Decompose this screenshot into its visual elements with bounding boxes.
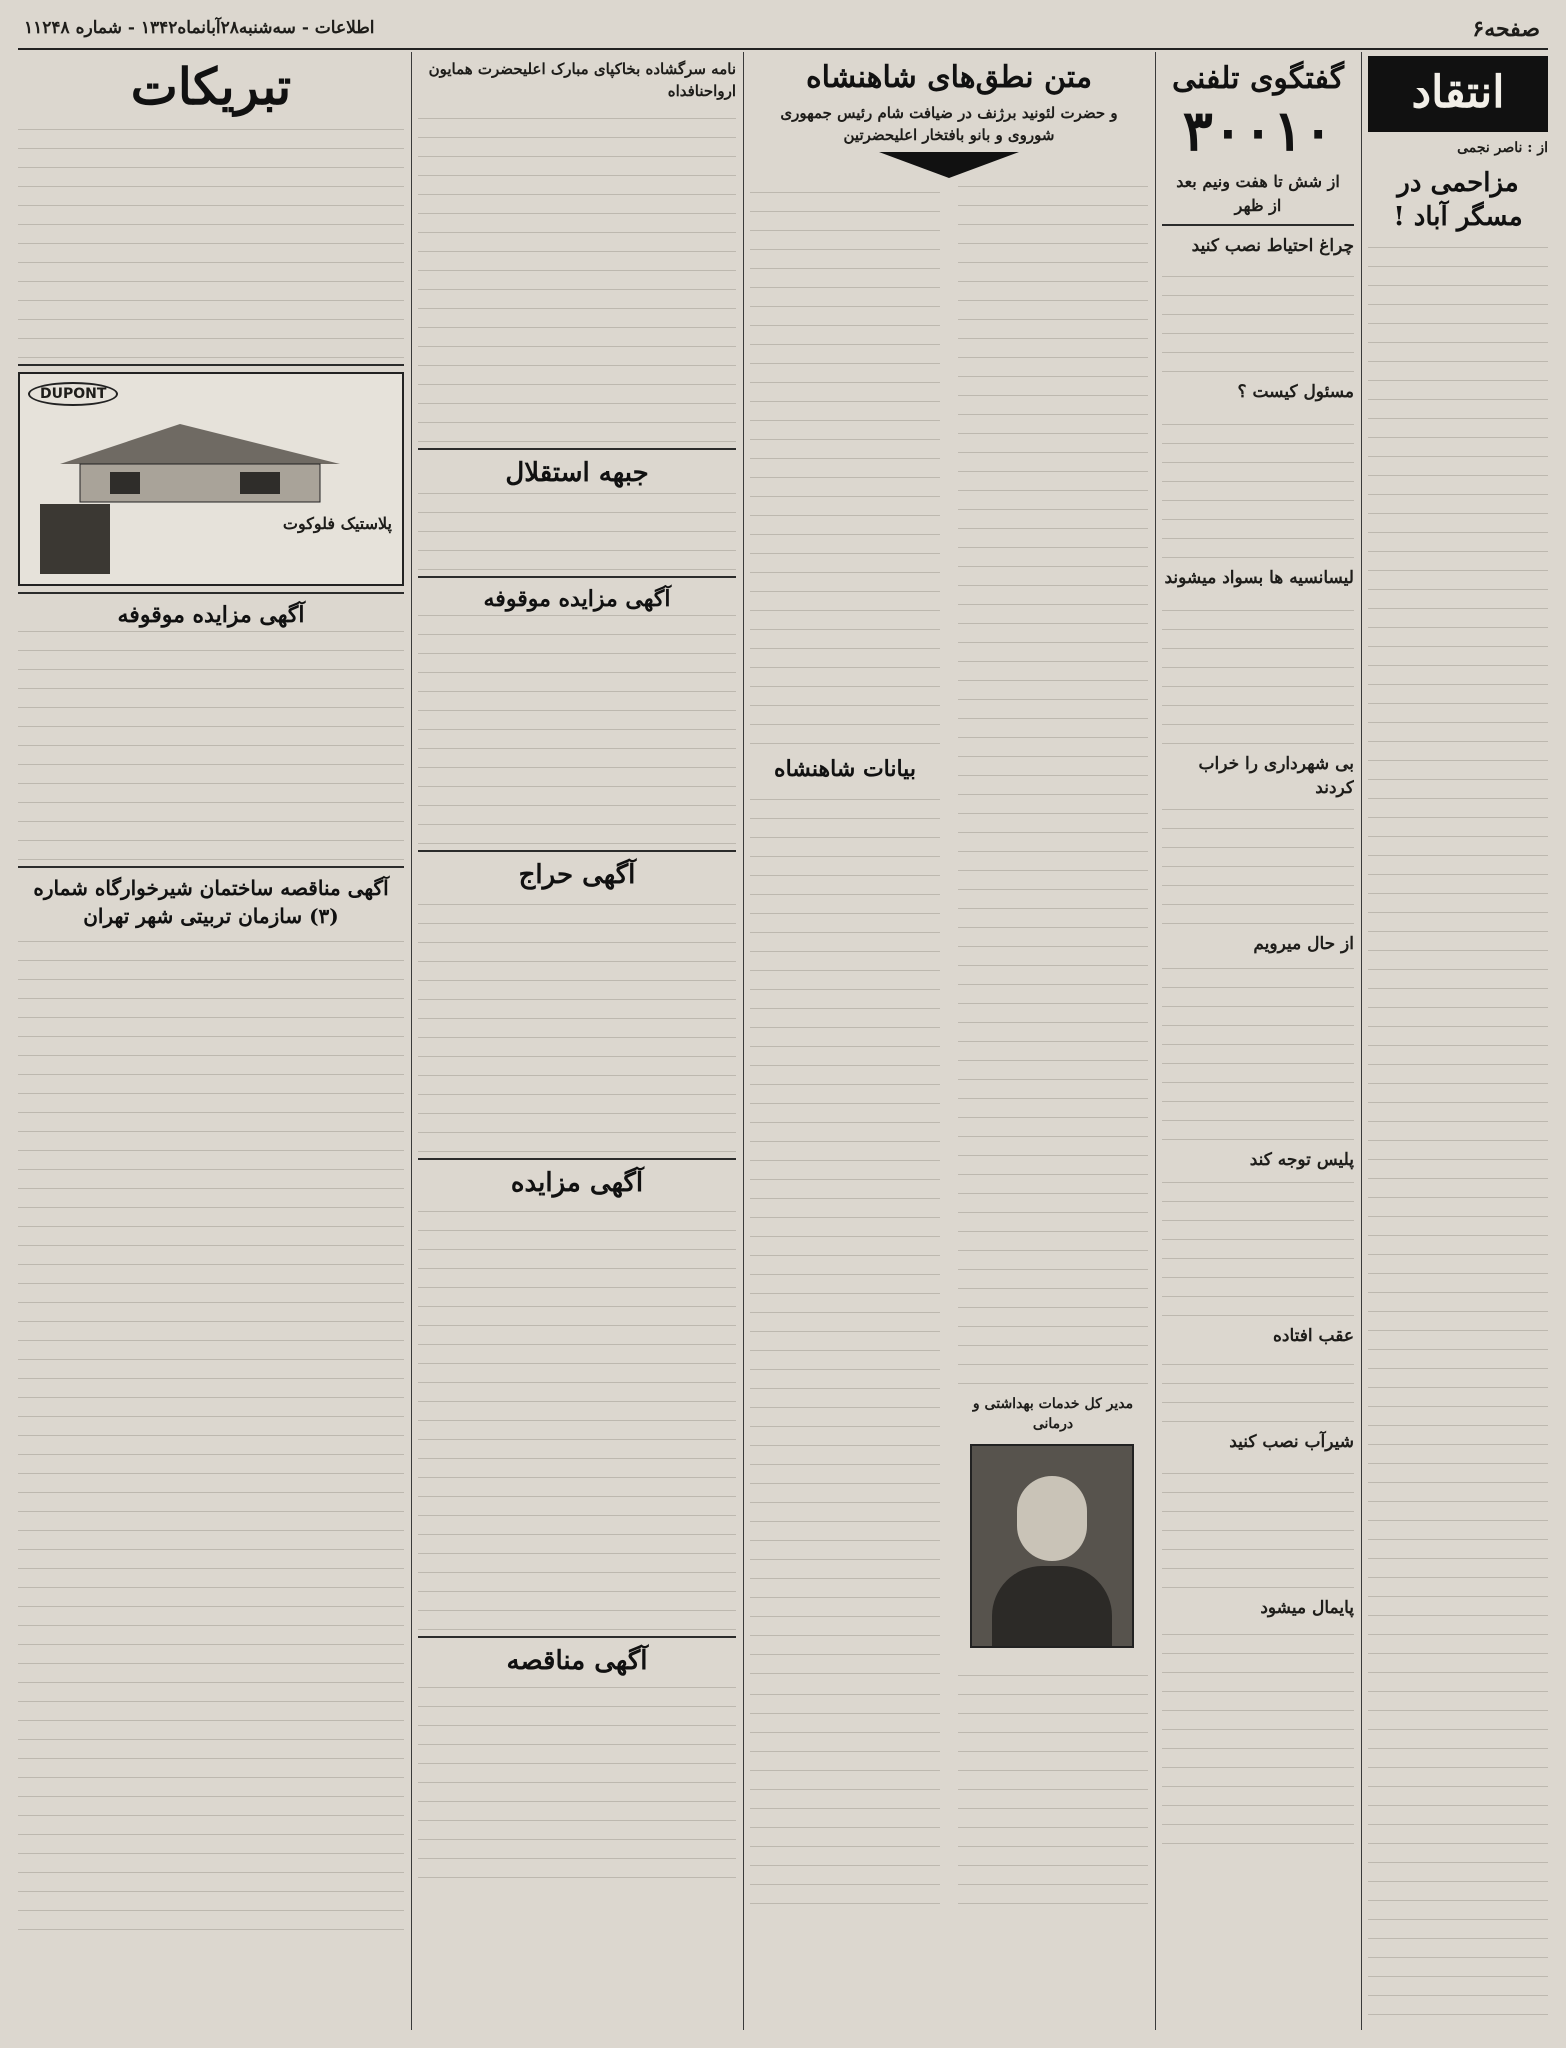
speeches-title: متن نطق‌های شاهنشاه: [805, 60, 1093, 95]
divider: [418, 448, 736, 450]
item-body: [1162, 594, 1354, 744]
phone-number: ۳۰۰۱۰: [1182, 98, 1334, 164]
item-body: [1162, 262, 1354, 372]
congratulations-body: [18, 118, 404, 358]
item-title: عقب افتاده: [1273, 1326, 1354, 1346]
auction-title: آگهی مزایده: [510, 1168, 644, 1198]
speech-body-bottom: [958, 1659, 1148, 1904]
item-title: از حال میرویم: [1253, 934, 1354, 954]
arrow-down-icon: [879, 152, 1019, 178]
item-title: چراغ احتیاط نصب کنید: [1191, 236, 1354, 256]
divider: [18, 592, 404, 594]
paint-can-icon: [40, 504, 110, 574]
congratulations-title: تبریکات: [130, 57, 292, 116]
shah-remarks-bottom: [750, 1684, 940, 1904]
item-title: پلیس توجه کند: [1249, 1150, 1354, 1170]
speech-body-left: [750, 184, 940, 744]
item-title: پایمال میشود: [1260, 1598, 1354, 1618]
item-body: [1162, 1176, 1354, 1316]
column-rule: [743, 52, 744, 2030]
column-rule: [1361, 52, 1362, 2030]
house-illustration: [40, 414, 360, 504]
speech-body-right: [958, 184, 1148, 1384]
item-body: [1162, 408, 1354, 558]
item-body: [1162, 960, 1354, 1140]
column-speeches: [750, 52, 1148, 2030]
front-body: [418, 490, 736, 570]
item-body: [1162, 804, 1354, 924]
item-title: شیرآب نصب کنید: [1229, 1432, 1354, 1452]
official-portrait-photo: [970, 1444, 1134, 1648]
column-congrats-ads: [18, 52, 404, 2030]
nursery-tender-body: [18, 930, 404, 1930]
sale-notice-title: آگهی حراج: [518, 860, 636, 890]
column-rule: [411, 52, 412, 2030]
article-title: مزاحمی در مسگر آباد !: [1393, 168, 1523, 232]
divider: [18, 866, 404, 868]
column-notices: [418, 52, 736, 2030]
item-title: مسئول کیست ؟: [1237, 382, 1354, 402]
column-criticism: [1368, 52, 1548, 2030]
endowment-auction-title-2: آگهی مزایده موقوفه: [117, 602, 305, 628]
photo-caption: مدیر کل خدمات بهداشتی و درمانی: [972, 1396, 1134, 1432]
item-title: بی شهرداری را خراب کردند: [1198, 754, 1354, 798]
column-phone-talk: [1162, 52, 1354, 2030]
phone-hours: از شش تا هفت ونیم بعد از ظهر: [1176, 172, 1340, 215]
tender-body: [418, 1678, 736, 1878]
item-body: [1162, 1624, 1354, 1844]
divider: [1162, 224, 1354, 226]
item-body: [1162, 1458, 1354, 1588]
dupont-logo: DUPONT: [28, 382, 118, 406]
issue-line: اطلاعات - سه‌شنبه۲۸آبانماه۱۳۴۲ - شماره ۱۱۲۴۸: [24, 18, 375, 38]
endowment-auction-body-2: [18, 630, 404, 860]
front-title: جبهه استقلال: [505, 458, 649, 488]
shah-remarks-body: [750, 794, 940, 1674]
item-title: لیسانسیه ها بسواد میشوند: [1164, 568, 1354, 588]
suit-shape: [992, 1566, 1112, 1646]
endowment-auction-body: [418, 614, 736, 844]
face-shape: [1017, 1476, 1087, 1561]
nursery-tender-title: آگهی مناقصه ساختمان شیرخوارگاه شماره (۳) سازمان تربیتی شهر تهران: [33, 876, 389, 928]
ad-product-name: پلاستیک فلوکوت: [282, 514, 392, 533]
divider: [18, 364, 404, 366]
article-body: [1368, 244, 1548, 2030]
divider: [418, 576, 736, 578]
open-letter-title: نامه سرگشاده بخاکپای مبارک اعلیحضرت همایون ارواحنافداه: [428, 60, 736, 100]
open-letter-body: [418, 102, 736, 442]
divider: [418, 1158, 736, 1160]
endowment-auction-title: آگهی مزایده موقوفه: [483, 586, 671, 612]
criticism-logo: انتقاد: [1368, 56, 1548, 132]
shah-remarks-title: بیانات شاهنشاه: [774, 756, 916, 782]
auction-body: [418, 1200, 736, 1630]
column-rule: [1155, 52, 1156, 2030]
dupont-advertisement: [18, 372, 404, 586]
tender-title: آگهی مناقصه: [506, 1646, 648, 1676]
speeches-subtitle: و حضرت لئونید برژنف در ضیافت شام رئیس جمهوری شوروی و بانو بافتخار اعلیحضرتین: [780, 104, 1118, 144]
page-number: صفحه۶: [1472, 16, 1540, 42]
sale-notice-body: [418, 892, 736, 1152]
item-body: [1162, 1352, 1354, 1422]
author-line: از : ناصر نجمی: [1457, 140, 1548, 156]
phone-talk-title: گفتگوی تلفنی: [1171, 61, 1345, 96]
divider: [418, 1636, 736, 1638]
divider: [418, 850, 736, 852]
page-header: [18, 12, 1548, 50]
